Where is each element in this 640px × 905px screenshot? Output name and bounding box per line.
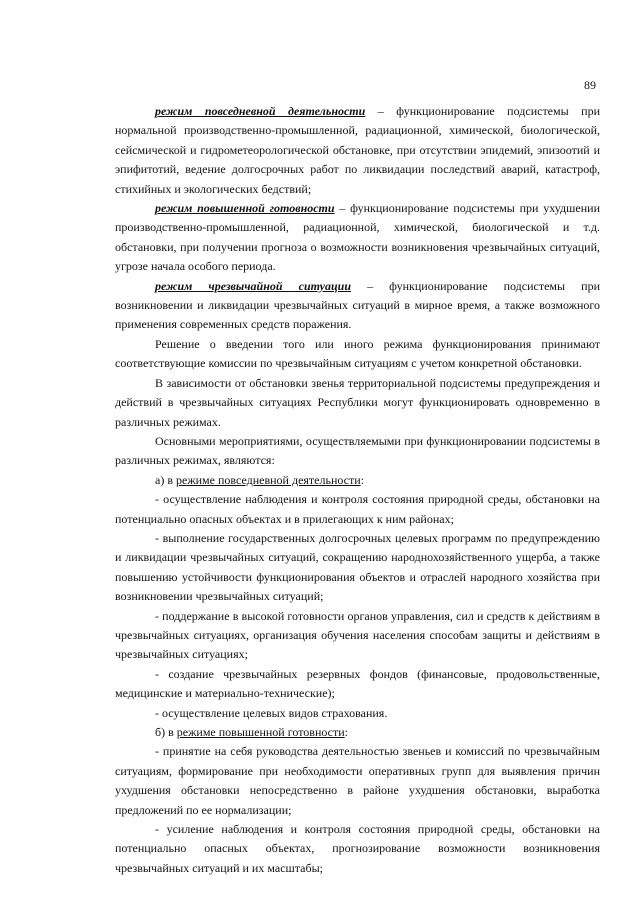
paragraph-mode-daily: [115, 102, 600, 199]
section-heading-b: б) в режиме повышенной готовности:: [155, 725, 348, 739]
paragraph-subsystem-links: В зависимости от обстановки звенья территориальной подсистемы предупреждения и действий в чрезвычайных ситуациях Республики могут функционировать одновременно в различных режимах.: [115, 375, 600, 429]
section-term-b: режиме повышенной готовности: [176, 725, 345, 739]
page-body: [115, 102, 600, 878]
paragraph-text: – функционирование подсистемы при ухудшении производственно-промышленной, радиационной, химической, биологической и т.д. обстановки, при получении прогноза о возможности возникновения чрезвычайных ситуаций, угрозе начала особого периода.: [115, 201, 600, 274]
section-heading-a: а) в режиме повседневной деятельности:: [155, 472, 365, 487]
term-emergency-mode: режим чрезвычайной ситуации: [155, 278, 351, 293]
term-readiness-mode: режим повышенной готовности: [155, 201, 335, 216]
list-item: - усиление наблюдения и контроля состояния природной среды, обстановки на потенциально опасных объектах, прогнозирование возможности возникновения чрезвычайных ситуаций и их масштабы;: [115, 822, 600, 875]
list-item: - принятие на себя руководства деятельностью звеньев и комиссий по чрезвычайным ситуациям, формирование при необходимости оперативных групп для выявления причин ухудшения обстановки непосредственно в районе ухудшения обстановки, выработка предложений по ее нормализации;: [115, 744, 600, 817]
list-item: - выполнение государственных долгосрочных целевых программ по предупреждению и ликвидации чрезвычайных ситуаций, сокращению народнохозяйственного ущерба, а также повышению устойчивости функционирования объектов и отраслей народного хозяйства при возникновении чрезвычайных ситуаций;: [115, 530, 600, 604]
paragraph-main-measures: Основными мероприятиями, осуществляемыми при функционировании подсистемы в различных режимах, являются:: [115, 433, 600, 468]
section-term-a: режиме повседневной деятельности: [176, 472, 361, 487]
page-number: 89: [584, 78, 596, 92]
list-item: - осуществление наблюдения и контроля состояния природной среды, обстановки на потенциально опасных объектах и в прилегающих к ним районах;: [115, 492, 600, 526]
paragraph-mode-readiness: [115, 199, 600, 277]
list-item: - осуществление целевых видов страхования.: [155, 705, 388, 720]
list-item: - создание чрезвычайных резервных фондов (финансовые, продовольственные, медицинские и материально-технические);: [115, 666, 600, 701]
paragraph-text: – функционирование подсистемы при возникновении и ликвидации чрезвычайных ситуаций в мирное время, а также возможного применения современных средств поражения.: [115, 278, 600, 332]
term-daily-mode: режим повседневной деятельности: [155, 104, 366, 118]
paragraph-text: – функционирование подсистемы при нормальной производственно-промышленной, радиационной, химической, биологической, сейсмической и гидрометеорологической обстановке, при отсутствии эпидемий, эпизоотий и эпифитотий, ведение долгосрочных работ по ликвидации последствий аварий, катастроф, стихийных и экологических бедствий;: [115, 104, 600, 196]
paragraph-mode-emergency: [115, 277, 600, 335]
list-item: - поддержание в высокой готовности органов управления, сил и средств к действиям в чрезвычайных ситуациях, организация обучения населения способам защиты и действиям в чрезвычайных ситуациях;: [115, 608, 600, 662]
paragraph-decision: Решение о введении того или иного режима функционирования принимают соответствующие комиссии по чрезвычайным ситуациям с учетом конкретной обстановки.: [115, 336, 600, 371]
